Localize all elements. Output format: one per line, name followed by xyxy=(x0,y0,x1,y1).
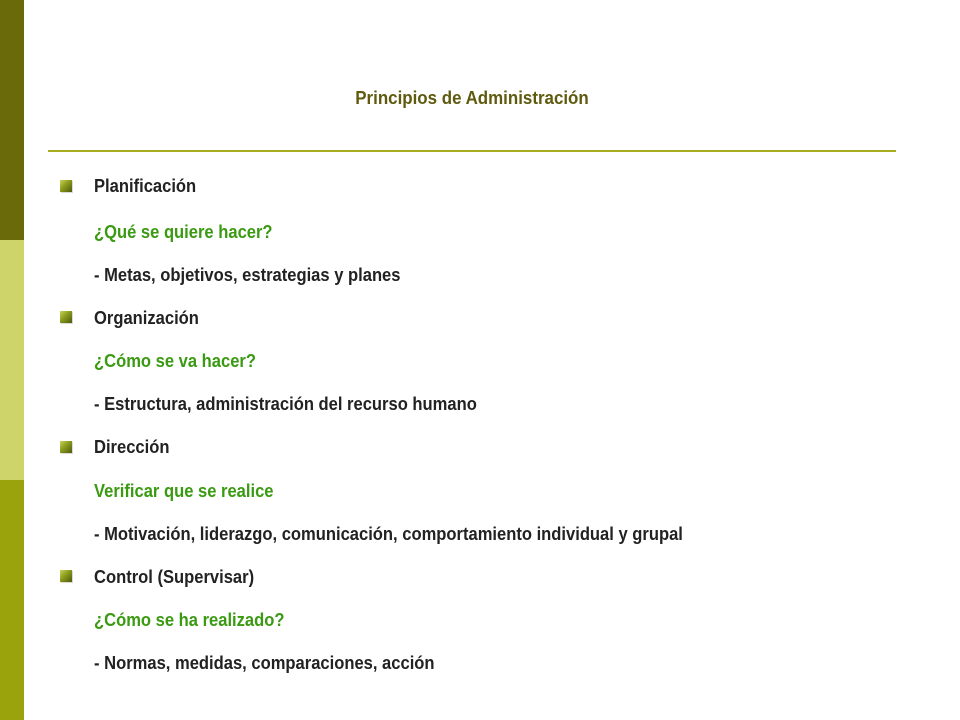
section-question-control: ¿Cómo se ha realizado? xyxy=(94,610,285,630)
section-heading-direccion: Dirección xyxy=(94,437,170,457)
section-question-direccion: Verificar que se realice xyxy=(94,481,274,501)
section-heading-organizacion: Organización xyxy=(94,308,199,328)
title-divider xyxy=(48,150,896,152)
section-detail-planificacion: - Metas, objetivos, estrategias y planes xyxy=(94,265,401,285)
square-bullet-icon xyxy=(60,180,72,192)
side-bar-middle xyxy=(0,240,24,480)
side-bar-bottom xyxy=(0,480,24,720)
square-bullet-icon xyxy=(60,441,72,453)
square-bullet-icon xyxy=(60,570,72,582)
section-heading-planificacion: Planificación xyxy=(94,176,197,196)
section-detail-control: - Normas, medidas, comparaciones, acción xyxy=(94,653,435,673)
section-heading-control: Control (Supervisar) xyxy=(94,567,255,587)
side-bar-top xyxy=(0,0,24,240)
section-detail-organizacion: - Estructura, administración del recurso humano xyxy=(94,394,477,414)
slide-title: Principios de Administración xyxy=(355,88,589,108)
section-question-planificacion: ¿Qué se quiere hacer? xyxy=(94,222,273,242)
square-bullet-icon xyxy=(60,311,72,323)
section-detail-direccion: - Motivación, liderazgo, comunicación, comportamiento individual y grupal xyxy=(94,524,683,544)
section-question-organizacion: ¿Cómo se va hacer? xyxy=(94,351,256,371)
